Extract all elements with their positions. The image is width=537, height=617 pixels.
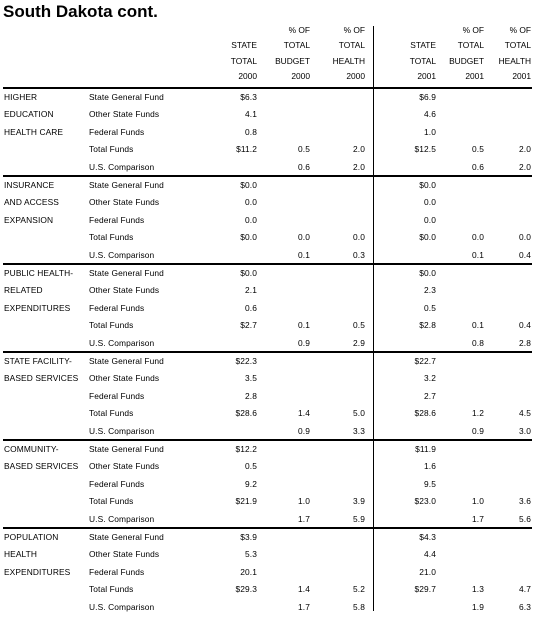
table-cell: 1.3 — [472, 584, 484, 595]
table-cell: 4.7 — [519, 584, 531, 595]
section-category-label: POPULATION — [4, 532, 59, 542]
section-category-label: EXPENDITURES — [4, 302, 71, 313]
row-label: Other State Funds — [89, 197, 160, 208]
page-title: South Dakota cont. — [3, 2, 158, 21]
table-cell: $6.9 — [419, 92, 436, 102]
column-header-line: TOTAL — [230, 55, 257, 66]
column-header-line: STATE — [410, 40, 436, 51]
row-label: Total Funds — [89, 144, 134, 155]
table-cell: 0.3 — [353, 249, 365, 260]
row-label: Other State Funds — [89, 549, 160, 560]
column-header-line: BUDGET — [275, 55, 310, 66]
table-cell: 0.1 — [298, 249, 310, 260]
section-category-label: HIGHER — [4, 92, 38, 102]
table-cell: 5.8 — [353, 601, 365, 612]
table-cell: 0.9 — [472, 425, 484, 436]
table-cell: 1.0 — [424, 126, 436, 137]
table-cell: $22.7 — [414, 356, 436, 366]
table-cell: 4.1 — [245, 109, 257, 120]
table-cell: 0.0 — [424, 197, 436, 208]
row-label: Other State Funds — [89, 461, 160, 472]
row-label: U.S. Comparison — [89, 425, 155, 436]
column-header-line: 2001 — [417, 71, 436, 82]
table-cell: $0.0 — [419, 232, 436, 243]
table-cell: 0.0 — [424, 214, 436, 225]
section-divider — [3, 351, 532, 353]
table-cell: 0.6 — [472, 161, 484, 172]
table-cell: 0.5 — [245, 461, 257, 472]
table-cell: 2.0 — [519, 161, 531, 172]
column-header-line: BUDGET — [449, 55, 484, 66]
table-cell: 0.9 — [298, 337, 310, 348]
table-cell: 21.0 — [419, 566, 436, 577]
column-header — [275, 23, 310, 85]
table-cell: 0.0 — [472, 232, 484, 243]
table-cell: 3.0 — [519, 425, 531, 436]
section-category-label: EXPENDITURES — [4, 566, 71, 577]
column-header-line: 2000 — [291, 71, 310, 82]
column-header — [333, 23, 365, 85]
row-label: State General Fund — [89, 532, 164, 542]
table-cell: 1.9 — [472, 601, 484, 612]
section-category-label: INSURANCE — [4, 180, 55, 190]
table-cell: $12.5 — [414, 144, 436, 155]
column-header-line: TOTAL — [504, 40, 531, 51]
table-cell: 2.1 — [245, 285, 257, 296]
table-cell: 2.8 — [519, 337, 531, 348]
column-header-line: HEALTH — [498, 55, 531, 66]
section-divider — [3, 527, 532, 529]
year-divider — [373, 26, 374, 611]
section-category-label: HEALTH — [4, 549, 38, 560]
table-cell: $29.7 — [414, 584, 436, 595]
table-cell: 9.5 — [424, 478, 436, 489]
row-label: State General Fund — [89, 356, 164, 366]
table-cell: 6.3 — [519, 601, 531, 612]
table-cell: $28.6 — [235, 408, 257, 419]
table-cell: 0.8 — [245, 126, 257, 137]
table-cell: 3.3 — [353, 425, 365, 436]
row-label: State General Fund — [89, 92, 164, 102]
table-cell: 1.4 — [298, 408, 310, 419]
table-cell: 2.0 — [353, 144, 365, 155]
table-cell: 0.6 — [245, 302, 257, 313]
table-cell: $3.9 — [240, 532, 257, 542]
table-cell: 0.0 — [245, 214, 257, 225]
table-cell: 0.5 — [298, 144, 310, 155]
table-cell: 0.0 — [298, 232, 310, 243]
table-cell: 0.5 — [353, 320, 365, 331]
row-label: Federal Funds — [89, 478, 145, 489]
section-divider — [3, 439, 532, 441]
row-label: Total Funds — [89, 232, 134, 243]
table-cell: 4.4 — [424, 549, 436, 560]
table-cell: 4.6 — [424, 109, 436, 120]
table-cell: 5.9 — [353, 513, 365, 524]
table-cell: 2.0 — [519, 144, 531, 155]
table-cell: 9.2 — [245, 478, 257, 489]
column-header — [449, 23, 484, 85]
table-cell: $28.6 — [414, 408, 436, 419]
table-cell: 0.0 — [353, 232, 365, 243]
column-header — [499, 23, 531, 85]
table-cell: $0.0 — [240, 232, 257, 243]
row-label: Total Funds — [89, 496, 134, 507]
table-cell: $22.3 — [235, 356, 257, 366]
table-cell: 0.6 — [298, 161, 310, 172]
column-header-line: TOTAL — [283, 40, 310, 51]
table-cell: 20.1 — [240, 566, 257, 577]
table-cell: $0.0 — [240, 268, 257, 278]
row-label: Total Funds — [89, 408, 134, 419]
row-label: Other State Funds — [89, 109, 160, 120]
table-cell: 0.4 — [519, 249, 531, 260]
table-cell: 0.0 — [519, 232, 531, 243]
table-cell: 1.7 — [472, 513, 484, 524]
row-label: Other State Funds — [89, 373, 160, 384]
table-cell: 0.5 — [472, 144, 484, 155]
table-cell: 1.2 — [472, 408, 484, 419]
table-cell: $2.8 — [419, 320, 436, 331]
table-cell: $12.2 — [235, 444, 257, 454]
table-cell: 5.2 — [353, 584, 365, 595]
table-cell: 2.0 — [353, 161, 365, 172]
section-category-label: HEALTH CARE — [4, 126, 64, 137]
table-cell: 1.7 — [298, 601, 310, 612]
row-label: Federal Funds — [89, 390, 145, 401]
column-header-line: % OF — [288, 24, 310, 35]
table-cell: 2.9 — [353, 337, 365, 348]
table-cell: 5.3 — [245, 549, 257, 560]
column-header-line: TOTAL — [338, 40, 365, 51]
table-cell: $2.7 — [240, 320, 257, 331]
column-header — [231, 38, 257, 85]
table-cell: $4.3 — [419, 532, 436, 542]
section-category-label: BASED SERVICES — [4, 461, 79, 472]
table-cell: 5.0 — [353, 408, 365, 419]
row-label: Total Funds — [89, 584, 134, 595]
table-cell: 0.8 — [472, 337, 484, 348]
row-label: U.S. Comparison — [89, 337, 155, 348]
table-cell: 3.9 — [353, 496, 365, 507]
table-cell: 2.3 — [424, 285, 436, 296]
row-label: Total Funds — [89, 320, 134, 331]
row-label: Federal Funds — [89, 214, 145, 225]
column-header-line: % OF — [509, 24, 531, 35]
section-category-label: AND ACCESS — [4, 197, 59, 208]
row-label: Federal Funds — [89, 302, 145, 313]
column-header-line: 2000 — [346, 71, 365, 82]
section-category-label: RELATED — [4, 285, 43, 296]
column-header-line: TOTAL — [457, 40, 484, 51]
table-cell: 1.6 — [424, 461, 436, 472]
row-label: State General Fund — [89, 444, 164, 454]
column-header — [410, 38, 436, 85]
table-cell: $6.3 — [240, 92, 257, 102]
row-label: U.S. Comparison — [89, 161, 155, 172]
table-cell: 1.4 — [298, 584, 310, 595]
table-cell: 3.2 — [424, 373, 436, 384]
row-label: Other State Funds — [89, 285, 160, 296]
table-cell: 0.0 — [245, 197, 257, 208]
table-cell: $0.0 — [419, 268, 436, 278]
column-header-line: 2000 — [238, 71, 257, 82]
table-cell: 0.5 — [424, 302, 436, 313]
table-cell: 0.1 — [298, 320, 310, 331]
section-category-label: EXPANSION — [4, 214, 54, 225]
row-label: U.S. Comparison — [89, 249, 155, 260]
row-label: State General Fund — [89, 180, 164, 190]
table-cell: $0.0 — [419, 180, 436, 190]
row-label: Federal Funds — [89, 126, 145, 137]
section-category-label: COMMUNITY- — [4, 444, 59, 454]
row-label: Federal Funds — [89, 566, 145, 577]
table-cell: $11.2 — [236, 144, 257, 155]
table-cell: 2.8 — [245, 390, 257, 401]
row-label: U.S. Comparison — [89, 601, 155, 612]
table-cell: $11.9 — [415, 444, 436, 454]
row-label: U.S. Comparison — [89, 513, 155, 524]
column-header-line: TOTAL — [409, 55, 436, 66]
section-category-label: EDUCATION — [4, 109, 54, 120]
column-header-line: HEALTH — [332, 55, 365, 66]
table-cell: 1.7 — [298, 513, 310, 524]
table-cell: $21.9 — [235, 496, 257, 507]
table-cell: $0.0 — [240, 180, 257, 190]
section-category-label: PUBLIC HEALTH- — [4, 268, 74, 278]
section-divider — [3, 87, 532, 89]
table-cell: 0.4 — [519, 320, 531, 331]
table-cell: 1.0 — [298, 496, 310, 507]
table-cell: 5.6 — [519, 513, 531, 524]
column-header-line: 2001 — [465, 71, 484, 82]
section-divider — [3, 175, 532, 177]
table-cell: 0.9 — [298, 425, 310, 436]
section-category-label: BASED SERVICES — [4, 373, 79, 384]
table-cell: 3.6 — [519, 496, 531, 507]
table-cell: 3.5 — [245, 373, 257, 384]
table-cell: 2.7 — [424, 390, 436, 401]
column-header-line: % OF — [343, 24, 365, 35]
section-category-label: STATE FACILITY- — [4, 356, 72, 366]
table-cell: 1.0 — [472, 496, 484, 507]
row-label: State General Fund — [89, 268, 164, 278]
table-cell: $29.3 — [235, 584, 257, 595]
section-divider — [3, 263, 532, 265]
table-cell: 0.1 — [472, 320, 484, 331]
table-cell: 0.1 — [472, 249, 484, 260]
table-cell: $23.0 — [414, 496, 436, 507]
column-header-line: % OF — [462, 24, 484, 35]
column-header-line: 2001 — [512, 71, 531, 82]
column-header-line: STATE — [231, 40, 257, 51]
table-cell: 4.5 — [519, 408, 531, 419]
